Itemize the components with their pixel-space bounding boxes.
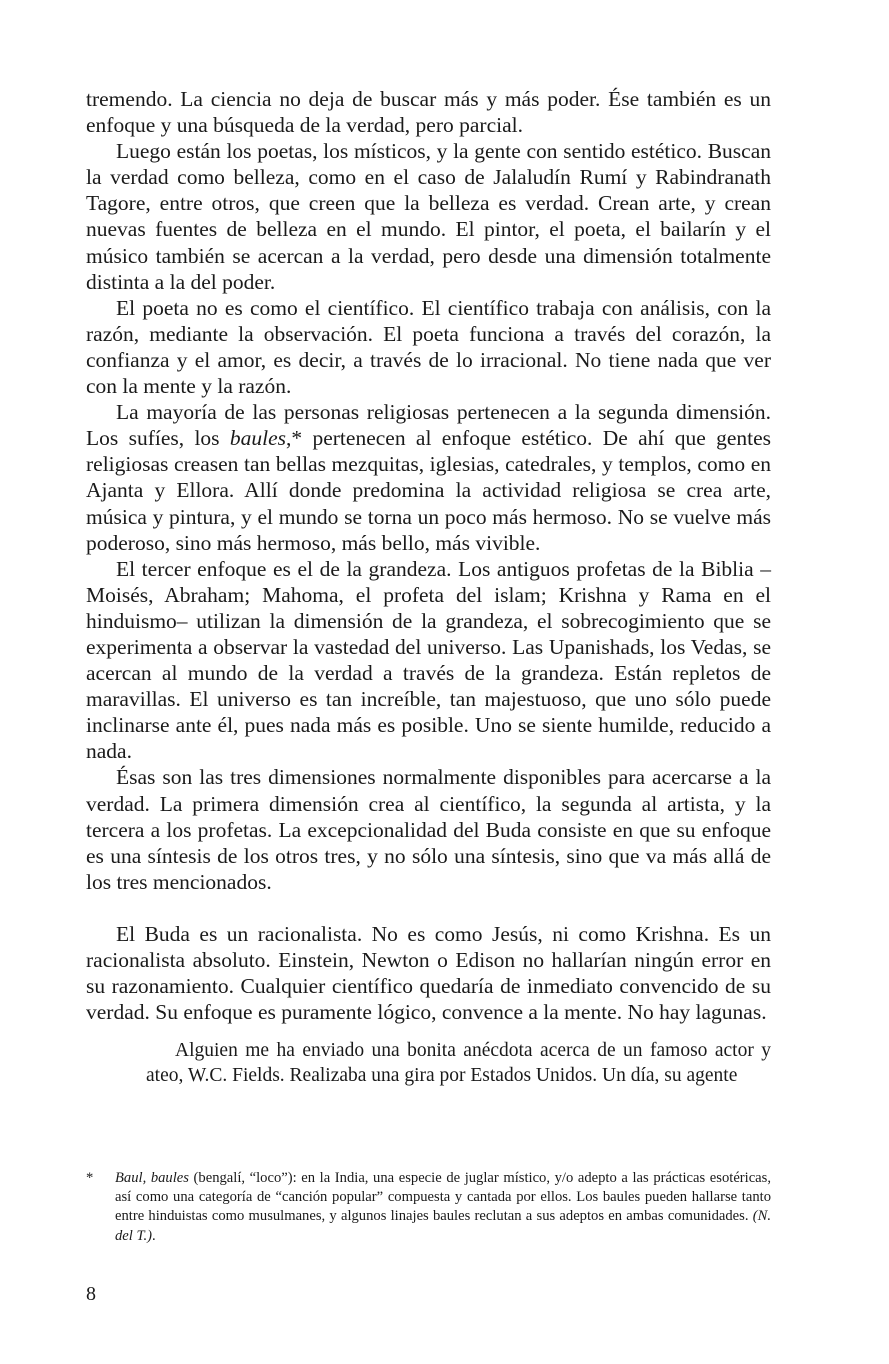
baules-italic: baules — [229, 426, 287, 451]
paragraph-5: El tercer enfoque es el de la grandeza. Los antiguos profetas de la Biblia –Moisés, Abraham; Mahoma, el profeta del islam; Krishna y Rama en el hinduismo– utilizan la dimensión de la grandeza, el sobrecogimiento que se experimenta a observar la vastedad del universo. Las Upanishads, los Vedas, se acercan al mundo de la verdad a través de la grandeza. Están repletos de maravillas. El universo es tan increíble, tan majestuoso, que uno sólo puede inclinarse ante él, pues nada más es posible. Uno se siente humilde, reducido a nada. — [86, 556, 771, 764]
paragraph-7: El Buda es un racionalista. No es como Jesús, ni como Krishna. Es un racionalista absoluto. Einstein, Newton o Edison no hallarían ningún error en su razonamiento. Cualquier científico quedaría de inmediato convencido de su verdad. Su enfoque es puramente lógico, convence a la mente. No hay lagunas. — [86, 921, 771, 1025]
paragraph-1: tremendo. La ciencia no deja de buscar más y más poder. Ése también es un enfoque y una búsqueda de la verdad, pero parcial. — [86, 87, 771, 138]
paragraph-4-text-a: La mayoría de las personas religiosas pertenecen a la segunda dimensión. Los sufíes, los — [86, 400, 771, 451]
paragraph-4-text-b: ,* pertenecen al enfoque estético. De ahí que gentes religiosas creasen tan bellas mezquitas, iglesias, catedrales, y templos, como en Ajanta y Ellora. Allí donde predomina la actividad religiosa se crea arte, música y pintura, y el mundo se torna un poco más hermoso. No se vuelve más poderoso, sino más hermoso, más bello, más vivible. — [86, 426, 772, 555]
quote-block: Alguien me ha enviado una bonita anécdota acerca de un famoso actor y ateo, W.C. Fields. Realizaba una gira por Estados Unidos. Un día, su agente — [146, 1040, 771, 1086]
section-gap — [86, 895, 771, 921]
footnote-body — [115, 1169, 771, 1246]
footnote-end: . — [152, 1227, 156, 1244]
page-body — [86, 86, 771, 1088]
paragraph-4 — [86, 399, 771, 556]
paragraph-2: Luego están los poetas, los místicos, y la gente con sentido estético. Buscan la verdad como belleza, como en el caso de Jalaludín Rumí y Rabindranath Tagore, entre otros, que creen que la belleza es verdad. Crean arte, y crean nuevas fuentes de belleza en el mundo. El pintor, el poeta, el bailarín y el músico también se acercan a la verdad, pero desde una dimensión totalmente distinta a la del poder. — [86, 139, 771, 294]
footnote-marker: * — [86, 1170, 94, 1186]
footnote-text: (bengalí, “loco”): en la India, una especie de juglar místico, y/o adepto a las prácticas esotéricas, así como una categoría de “canción popular” compuesta y cantada por ellos. Los baules pueden hallarse tanto entre hinduistas como musulmanes, y algunos linajes baules reclutan a sus adeptos en ambas comunidades. — [115, 1170, 771, 1225]
footnote-credit: (N. del T.) — [115, 1208, 771, 1244]
footnote — [86, 1169, 771, 1246]
paragraph-3: El poeta no es como el científico. El científico trabaja con análisis, con la razón, mediante la observación. El poeta funciona a través del corazón, la confianza y el amor, es decir, a través de lo irracional. No tiene nada que ver con la mente y la razón. — [86, 295, 771, 399]
paragraph-6: Ésas son las tres dimensiones normalmente disponibles para acercarse a la verdad. La primera dimensión crea al científico, la segunda al artista, y la tercera a los profetas. La excepcionalidad del Buda consiste en que su enfoque es una síntesis de los otros tres, y no sólo una síntesis, sino que va más allá de los tres mencionados. — [86, 765, 771, 894]
footnote-term: Baul, baules — [115, 1170, 189, 1186]
page-number: 8 — [86, 1283, 96, 1305]
